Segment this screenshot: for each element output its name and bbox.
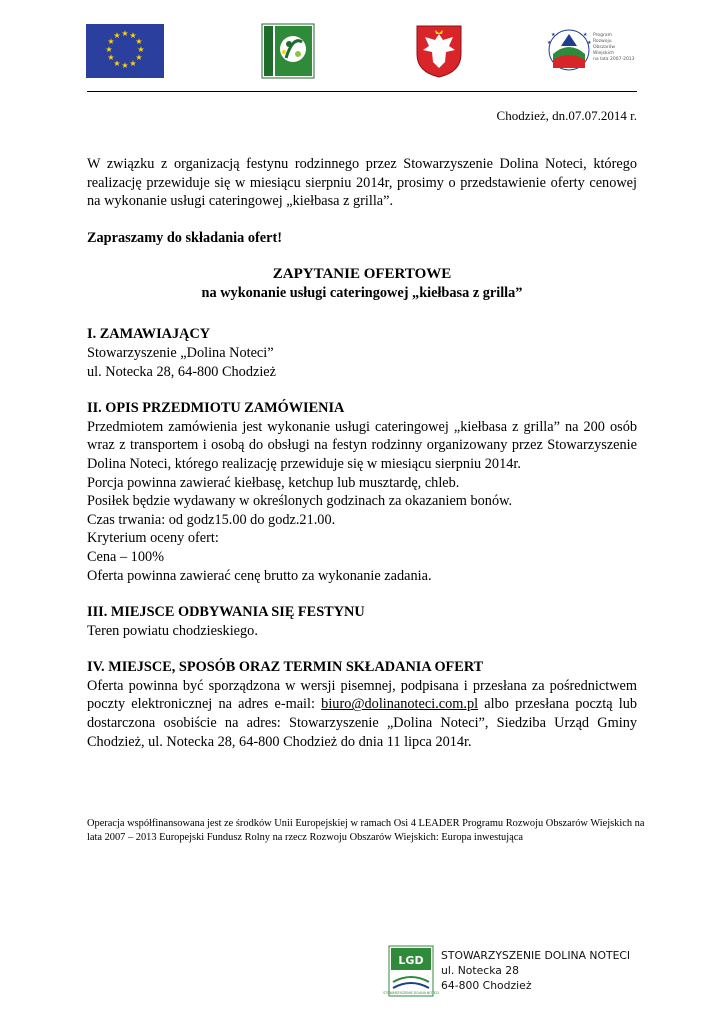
email-link[interactable]: biuro@dolinanoteci.com.pl (321, 696, 479, 713)
svg-text:★: ★ (547, 40, 552, 46)
lgd-logo (383, 946, 439, 996)
svg-text:na lata 2007-2013: na lata 2007-2013 (593, 57, 635, 62)
funding-note: Operacja współfinansowana jest ze środków Unii Europejskiej w ramach Osi 4 LEADER Programu Rozwoju Obszarów Wiejskich na lata 2007 – 2013 Europejski Fundusz Rolny na rzecz Rozwoju Obszarów Wiejskich: Europa inwestująca (87, 818, 645, 843)
svg-text:★: ★ (551, 32, 556, 38)
svg-text:★: ★ (129, 31, 137, 40)
prow-logo (547, 24, 641, 80)
organization-stamp (383, 946, 649, 998)
svg-text:★: ★ (121, 29, 129, 38)
svg-text:★: ★ (137, 45, 145, 54)
svg-text:★: ★ (105, 45, 113, 54)
svg-text:★: ★ (135, 53, 143, 62)
ordering-party-address: ul. Notecka 28, 64-800 Chodzież (87, 363, 276, 380)
svg-text:★: ★ (121, 61, 129, 70)
eu-flag-logo (86, 24, 164, 78)
svg-text:★: ★ (107, 53, 115, 62)
svg-text:★: ★ (135, 37, 143, 46)
section-heading-order-description: II. OPIS PRZEDMIOTU ZAMÓWIENIA (87, 400, 345, 417)
svg-text:Wiejskich: Wiejskich (593, 51, 615, 56)
offer-submission-text-after: albo przesłana pocztą lub dostarczona osobiście na adres: Stowarzyszenie „Dolina Noteci”, Siedziba Urząd Gminy Chodzież, ul. Notecka 28, 64-800 Chodzież do dnia 11 lipca 2014r. (87, 696, 637, 750)
lgd-logo-subtext: STOWARZYSZENIE DOLINA NOTECI (383, 991, 439, 995)
document-date: Chodzież, dn.07.07.2014 r. (496, 108, 637, 123)
header-logos (0, 24, 725, 80)
svg-text:★: ★ (129, 59, 137, 68)
svg-text:★: ★ (107, 37, 115, 46)
order-description-line: Cena – 100% (87, 548, 165, 565)
svg-text:Rozwoju: Rozwoju (593, 39, 612, 44)
order-description-line: Oferta powinna zawierać cenę brutto za wykonanie zadania. (87, 567, 432, 584)
header-divider (87, 91, 637, 92)
intro-paragraph: W związku z organizacją festynu rodzinnego przez Stowarzyszenie Dolina Noteci, którego realizację przewiduje się w miesiącu sierpniu 2014r, prosimy o przedstawienie oferty cenowej na wykonanie usługi cateringowej „kiełbasa z grilla”. (87, 156, 637, 210)
svg-text:Program: Program (593, 33, 612, 38)
section-heading-ordering-party: I. ZAMAWIAJĄCY (87, 326, 211, 343)
order-description-line: Porcja powinna zawierać kiełbasę, ketchup lub musztardę, chleb. (87, 474, 460, 491)
order-description-line: Czas trwania: od godz15.00 do godz.21.00. (87, 511, 336, 528)
document-subtitle: na wykonanie usługi cateringowej „kiełbasa z grilla” (201, 285, 523, 302)
stamp-street: ul. Notecka 28 (441, 964, 520, 977)
svg-text:★: ★ (113, 31, 121, 40)
leader-logo (262, 24, 314, 78)
offer-submission-paragraph (87, 677, 637, 751)
svg-text:★: ★ (113, 59, 121, 68)
ordering-party-name: Stowarzyszenie „Dolina Noteci” (87, 344, 274, 361)
svg-text:★: ★ (583, 32, 588, 38)
document-title: ZAPYTANIE OFERTOWE (272, 266, 452, 283)
stamp-organization-name: STOWARZYSZENIE DOLINA NOTECI (441, 949, 631, 962)
section-heading-offer-submission: IV. MIEJSCE, SPOSÓB ORAZ TERMIN SKŁADANIA OFERT (87, 659, 484, 676)
order-description-line: Posiłek będzie wydawany w określonych godzinach za okazaniem bonów. (87, 493, 513, 510)
svg-text:Obszarów: Obszarów (593, 45, 616, 50)
svg-text:★: ★ (587, 40, 592, 46)
order-description-paragraph: Przedmiotem zamówienia jest wykonanie usługi cateringowej „kiełbasa z grilla” na 200 osób wraz z transportem i osobą do obsługi na festyn rodzinny organizowany przez Stowarzyszenie Dolina Noteci, którego realizację przewiduje się w miesiącu sierpniu 2014r. (87, 418, 637, 472)
wielkopolska-eagle-logo (415, 24, 463, 78)
document-body (87, 155, 637, 751)
lgd-logo-text: LGD (398, 954, 424, 967)
invitation-text: Zapraszamy do składania ofert! (87, 229, 282, 246)
order-description-line: Kryterium oceny ofert: (87, 530, 219, 547)
section-heading-festival-location: III. MIEJSCE ODBYWANIA SIĘ FESTYNU (87, 604, 365, 621)
stamp-text (441, 948, 630, 993)
offer-submission-text-before: Oferta powinna być sporządzona w wersji pisemnej, podpisana i przesłana za pośrednictwem poczty elektronicznej na adres e-mail: (87, 677, 637, 713)
festival-location-text: Teren powiatu chodzieskiego. (87, 622, 258, 639)
stamp-city: 64-800 Chodzież (441, 979, 532, 992)
